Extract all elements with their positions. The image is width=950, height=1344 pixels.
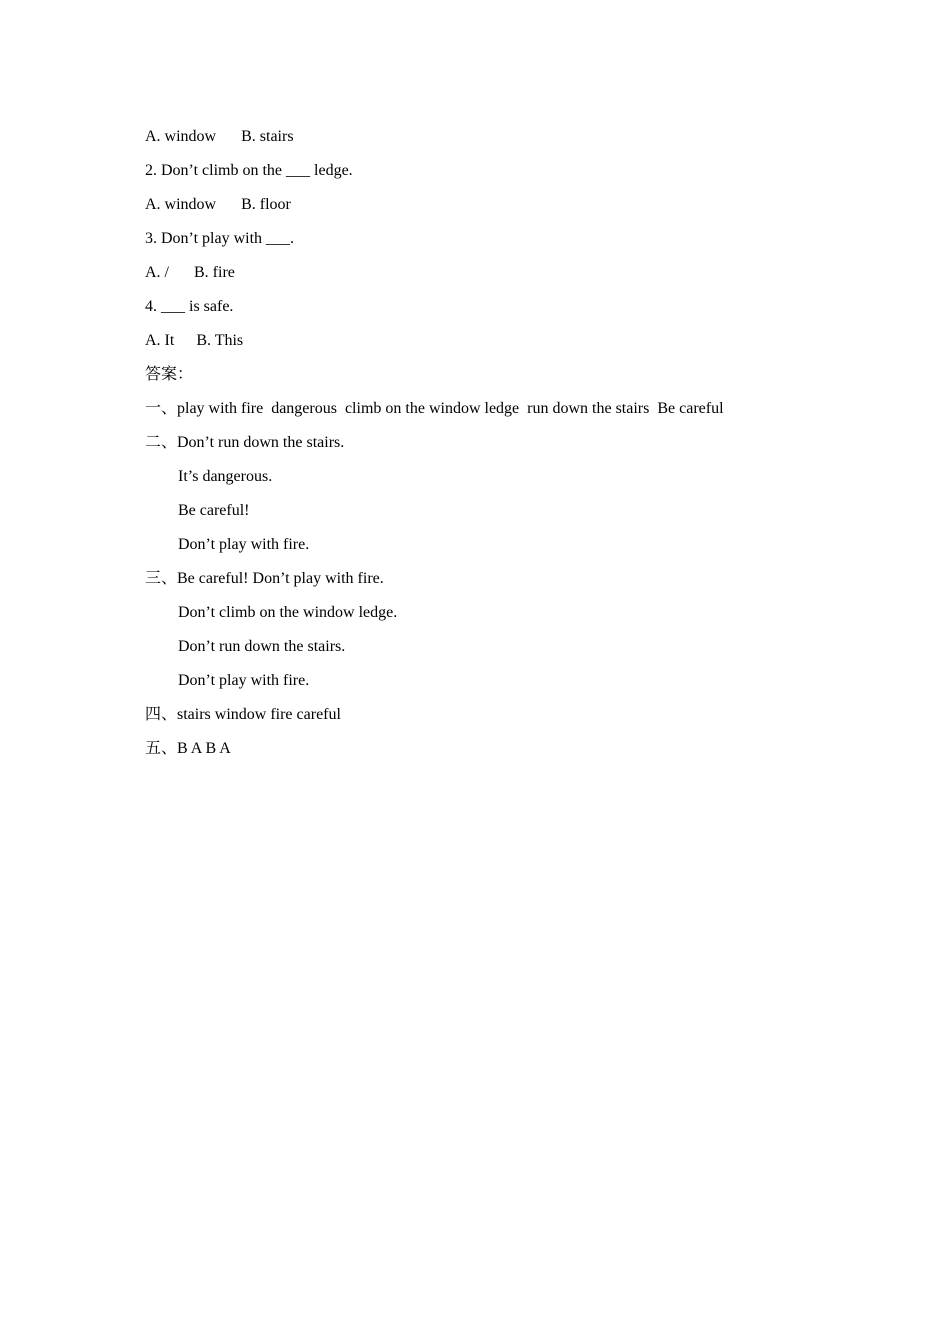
answer-part-3-first: 三、Be careful! Don’t play with fire.: [145, 570, 384, 587]
document-content: [145, 124, 845, 770]
q2-stem: 2. Don’t climb on the ___ ledge.: [145, 162, 353, 179]
q2-option-a: A. window: [145, 196, 217, 213]
q4-stem: 4. ___ is safe.: [145, 298, 234, 315]
answer-part-3-line: Don’t run down the stairs.: [178, 638, 346, 655]
q1-option-a: A. window: [145, 128, 217, 145]
answer-part-2-line: Don’t play with fire.: [178, 536, 310, 553]
q2-option-b: B. floor: [241, 196, 291, 213]
answer-part-2-line: Be careful!: [178, 502, 250, 519]
q4-option-b: B. This: [196, 332, 244, 349]
answer-part-1: 一、play with fire dangerous climb on the window ledge run down the stairs Be careful: [145, 400, 724, 417]
q3-stem: 3. Don’t play with ___.: [145, 230, 295, 247]
answers-heading: 答案：: [145, 366, 194, 383]
answer-part-3-line: Don’t climb on the window ledge.: [178, 604, 398, 621]
q3-option-b: B. fire: [194, 264, 235, 281]
answer-part-4: 四、stairs window fire careful: [145, 706, 341, 723]
answer-part-2-first: 二、Don’t run down the stairs.: [145, 434, 345, 451]
q2-options: [145, 192, 845, 226]
q4-options: [145, 328, 845, 362]
answer-part-2-line: It’s dangerous.: [178, 468, 273, 485]
q1-option-b: B. stairs: [241, 128, 294, 145]
q1-options: [145, 124, 845, 158]
answer-part-3-line: Don’t play with fire.: [178, 672, 310, 689]
q3-option-a: A. /: [145, 264, 169, 281]
q3-options: [145, 260, 845, 294]
q4-option-a: A. It: [145, 332, 175, 349]
answer-part-5: 五、B A B A: [145, 740, 231, 757]
